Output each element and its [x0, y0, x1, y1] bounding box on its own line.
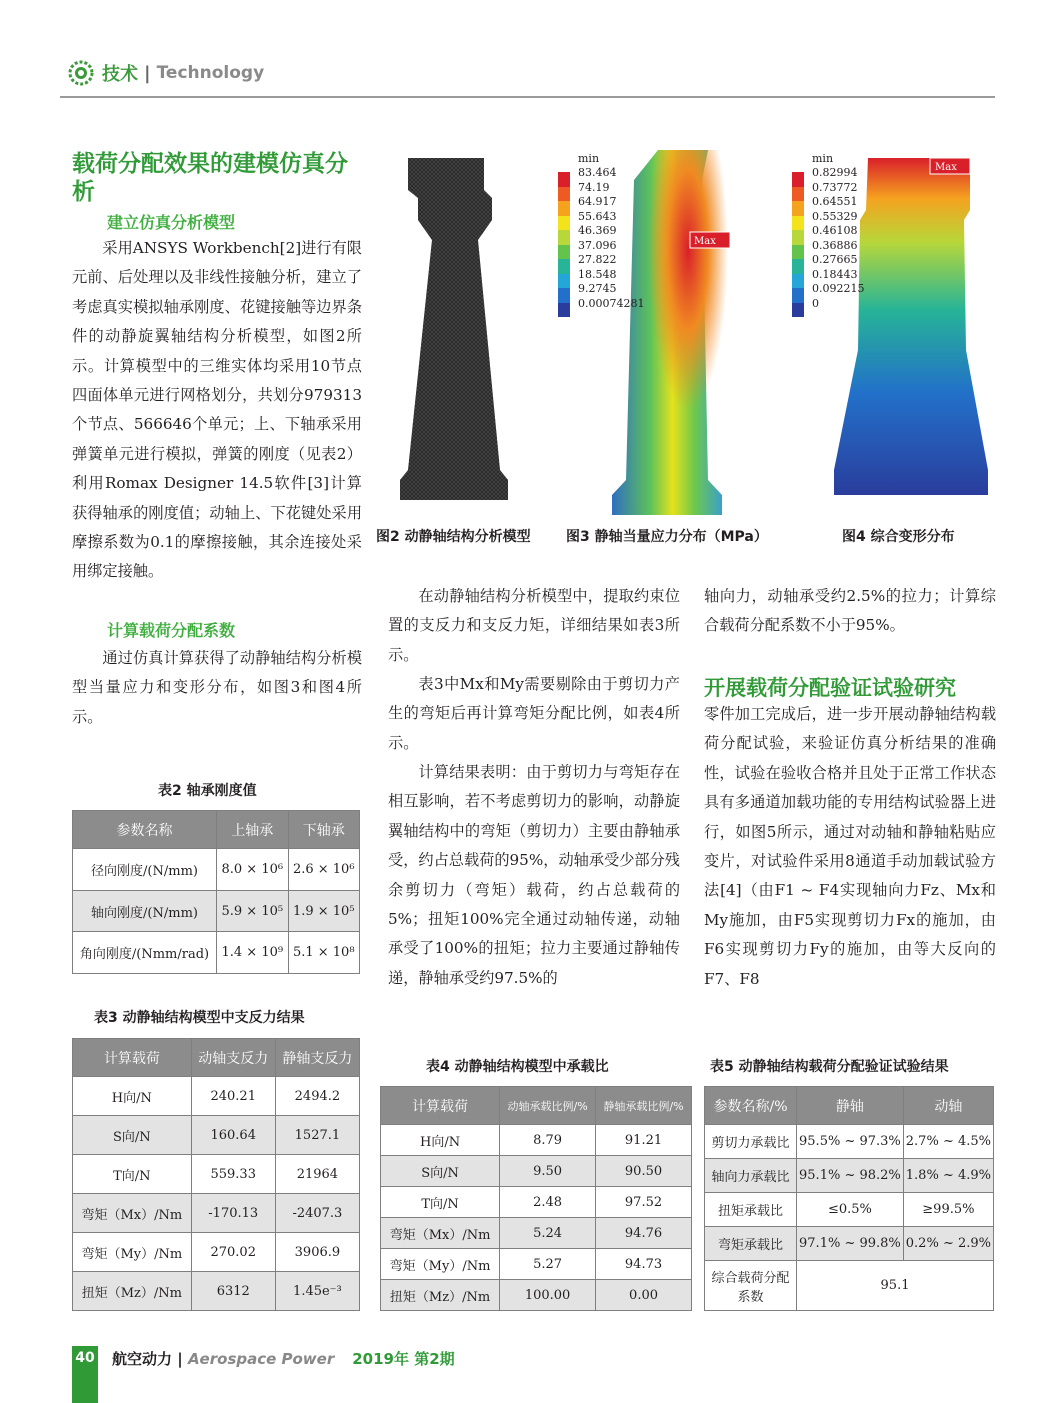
table-cell: 559.33: [191, 1155, 275, 1194]
table-cell: 94.73: [596, 1249, 692, 1280]
legend-value: 83.464: [578, 166, 617, 179]
legend-value: 0.46108: [812, 224, 858, 237]
table-cell: 径向刚度/(N/mm): [73, 849, 217, 891]
legend-swatch: [792, 172, 804, 187]
table-header: 参数名称/%: [705, 1087, 797, 1125]
legend-swatch: [792, 187, 804, 202]
table-cell: S向/N: [381, 1156, 500, 1187]
table-cell: 90.50: [596, 1156, 692, 1187]
legend-value: 27.822: [578, 253, 617, 266]
table-cell: H向/N: [381, 1125, 500, 1156]
table-cell: T向/N: [73, 1155, 192, 1194]
table-cell: 弯矩（Mx）/Nm: [381, 1218, 500, 1249]
fig2-mesh-model: [390, 150, 1000, 520]
header-rule: [60, 96, 995, 98]
table-cell: T向/N: [381, 1187, 500, 1218]
table5-caption: 表5 动静轴结构载荷分配验证试验结果: [710, 1059, 949, 1075]
table-cell: 5.9 × 10⁵: [217, 891, 288, 932]
table-cell: 弯矩（Mx）/Nm: [73, 1194, 192, 1233]
section-header: [68, 60, 264, 86]
table2-caption: 表2 轴承刚度值: [158, 783, 257, 799]
legend-value: 74.19: [578, 180, 610, 194]
table-cell: 94.76: [596, 1218, 692, 1249]
divider: |: [144, 62, 151, 84]
table-cell: 1.9 × 10⁵: [288, 891, 359, 932]
table-cell: 9.50: [500, 1156, 596, 1187]
legend-swatch: [792, 216, 804, 231]
table-header: 下轴承: [288, 811, 359, 849]
table-cell: 轴向刚度/(N/mm): [73, 891, 217, 932]
table-cell: 8.79: [500, 1125, 596, 1156]
legend-swatch: [558, 201, 570, 216]
table-cell: 0.00: [596, 1280, 692, 1311]
journal-issue: 2019年 第2期: [352, 1350, 455, 1368]
table-cell: 3906.9: [275, 1233, 359, 1272]
table-cell: 2.48: [500, 1187, 596, 1218]
table-cell: 扭矩承载比: [705, 1193, 797, 1227]
legend-swatch: [558, 274, 570, 289]
fig3-caption: 图3 静轴当量应力分布（MPa）: [566, 529, 768, 545]
paragraph-moment: 表3中Mx和My需要剔除由于剪切力产生的弯矩后再计算弯矩分配比例，如表4所示。: [388, 675, 680, 752]
table-cell: 弯矩承载比: [705, 1227, 797, 1261]
table-cell: 扭矩（Mz）/Nm: [381, 1280, 500, 1311]
legend-swatch: [558, 187, 570, 202]
table4: [380, 1086, 692, 1311]
table-header: 静轴: [797, 1087, 904, 1125]
legend-value: 55.643: [578, 209, 617, 223]
table-cell: 6312: [191, 1272, 275, 1311]
table-cell: S向/N: [73, 1116, 192, 1155]
legend-value: 0: [812, 296, 819, 310]
table-cell: 0.2% ~ 2.9%: [903, 1227, 993, 1261]
table-cell: 角向刚度/(Nmm/rad): [73, 932, 217, 974]
table-cell: 91.21: [596, 1125, 692, 1156]
legend-swatch: [792, 288, 804, 303]
table-cell: -2407.3: [275, 1194, 359, 1233]
legend-value: 0.00074281: [578, 296, 645, 310]
figure-area: [390, 150, 1000, 520]
table3-caption: 表3 动静轴结构模型中支反力结果: [94, 1010, 305, 1026]
table-cell: ≥99.5%: [903, 1193, 993, 1227]
legend-swatch: [558, 245, 570, 260]
table3: [72, 1038, 360, 1311]
legend-swatch: [792, 245, 804, 260]
legend-value: 0.82994: [812, 166, 858, 179]
table-header: 参数名称: [73, 811, 217, 849]
paragraph-model: 采用ANSYS Workbench[2]进行有限元前、后处理以及非线性接触分析，建立了考虑真实模拟轴承刚度、花键接触等边界条件的动静旋翼轴结构分析模型，如图2所示。计算模型中的三维实体均采用10节点四面体单元进行网格划分，共划分979313个节点、566646个单元；上、下轴承采用弹簧单元进行模拟，弹簧的刚度（见表2）利用Romax Designer 14.5软件[3]计算获得轴承的刚度值；动轴上、下花键处采用摩擦系数为0.1的摩擦接触，其余连接处采用绑定接触。: [72, 239, 362, 581]
legend-value: 0.36886: [812, 238, 858, 252]
table-cell: 240.21: [191, 1077, 275, 1116]
table-header: 动轴承载比例/%: [500, 1087, 596, 1125]
table-cell: 5.1 × 10⁸: [288, 932, 359, 974]
legend-value: 0.55329: [812, 209, 858, 223]
table-cell: 1.45e⁻³: [275, 1272, 359, 1311]
table-cell: 2.6 × 10⁶: [288, 849, 359, 891]
journal-name-cn: 航空动力: [112, 1350, 173, 1368]
legend-swatch: [792, 259, 804, 274]
section-title: 载荷分配效果的建模仿真分析: [72, 151, 348, 205]
legend-swatch: [792, 274, 804, 289]
legend-swatch: [558, 216, 570, 231]
table-cell: 95.1% ~ 98.2%: [797, 1159, 904, 1193]
table-cell: 270.02: [191, 1233, 275, 1272]
legend-swatch: [792, 201, 804, 216]
table-header: 计算载荷: [73, 1039, 192, 1077]
table-cell: 轴向力承载比: [705, 1159, 797, 1193]
subheading-coef: 计算载荷分配系数: [107, 621, 236, 640]
table-cell: 160.64: [191, 1116, 275, 1155]
legend-value: 18.548: [578, 267, 617, 281]
paragraph-coef: 通过仿真计算获得了动静轴结构分析模型当量应力和变形分布，如图3和图4所示。: [72, 649, 362, 726]
table2: [72, 810, 360, 974]
legend-swatch: [558, 303, 570, 318]
table-cell: 100.00: [500, 1280, 596, 1311]
table-cell: 1527.1: [275, 1116, 359, 1155]
table-cell: 弯矩（My）/Nm: [73, 1233, 192, 1272]
table-header: 上轴承: [217, 811, 288, 849]
section-name-en: Technology: [156, 63, 265, 83]
legend-swatches: [558, 172, 570, 317]
legend-swatch: [792, 303, 804, 318]
table-cell: 97.1% ~ 99.8%: [797, 1227, 904, 1261]
table-cell: 剪切力承载比: [705, 1125, 797, 1159]
table-cell: 95.5% ~ 97.3%: [797, 1125, 904, 1159]
fig4-legend-values: [812, 166, 865, 311]
table5: [704, 1086, 994, 1311]
fig2-caption: 图2 动静轴结构分析模型: [376, 529, 531, 545]
paragraph-results: 计算结果表明：由于剪切力与弯矩存在相互影响，若不考虑剪切力的影响，动静旋翼轴结构中的弯矩（剪切力）主要由静轴承受，约占总载荷的95%，动轴承受少部分残余剪切力（弯矩）载荷，约占总载荷的5%；扭矩100%完全通过动轴传递，动轴承受了100%的扭矩；拉力主要通过静轴传递，静轴承受约97.5%的: [388, 763, 680, 987]
table-cell: 2.7% ~ 4.5%: [903, 1125, 993, 1159]
table4-caption: 表4 动静轴结构模型中承载比: [426, 1059, 609, 1075]
journal-footer: 航空动力 | Aerospace Power 2019年 第2期: [112, 1350, 455, 1368]
table-header: 静轴承载比例/%: [596, 1087, 692, 1125]
legend-swatch: [558, 288, 570, 303]
table-cell: 5.27: [500, 1249, 596, 1280]
legend-swatch: [792, 230, 804, 245]
legend-swatch: [558, 230, 570, 245]
legend-swatch: [558, 259, 570, 274]
fig4-max-tag: Max: [935, 162, 957, 173]
table-cell: 95.1: [797, 1261, 994, 1311]
journal-name-en: Aerospace Power: [187, 1350, 335, 1368]
table-cell: 综合载荷分配系数: [705, 1261, 797, 1311]
legend-swatches: [792, 172, 804, 317]
legend-swatch: [558, 172, 570, 187]
table-cell: 21964: [275, 1155, 359, 1194]
fig4-caption: 图4 综合变形分布: [842, 529, 955, 545]
gear-logo-icon: [68, 60, 94, 86]
table-cell: 8.0 × 10⁶: [217, 849, 288, 891]
table-cell: 扭矩（Mz）/Nm: [73, 1272, 192, 1311]
table-header: 动轴支反力: [191, 1039, 275, 1077]
table-cell: ≤0.5%: [797, 1193, 904, 1227]
fig4-legend-min: min: [812, 152, 834, 165]
paragraph-reaction: 在动静轴结构分析模型中，提取约束位置的支反力和支反力矩，详细结果如表3所示。: [388, 587, 680, 664]
table-cell: 97.52: [596, 1187, 692, 1218]
legend-value: 0.64551: [812, 195, 858, 208]
table-cell: 1.8% ~ 4.9%: [903, 1159, 993, 1193]
subheading-model: 建立仿真分析模型: [107, 213, 236, 232]
fig3-legend-min: min: [578, 152, 600, 165]
paragraph-axial: 轴向力，动轴承受约2.5%的拉力；计算综合载荷分配系数不小于95%。: [704, 587, 996, 635]
legend-value: 9.2745: [578, 282, 617, 295]
legend-value: 64.917: [578, 195, 617, 208]
legend-value: 0.73772: [812, 180, 858, 194]
legend-value: 46.369: [578, 224, 617, 237]
table-cell: 弯矩（My）/Nm: [381, 1249, 500, 1280]
legend-value: 37.096: [578, 238, 617, 252]
table-header: 静轴支反力: [275, 1039, 359, 1077]
table-header: 计算载荷: [381, 1087, 500, 1125]
paragraph-test: 零件加工完成后，进一步开展动静轴结构载荷分配试验，来验证仿真分析结果的准确性，试验在验收合格并且处于正常工作状态具有多通道加载功能的专用结构试验器上进行，如图5所示，通过对动轴和静轴粘贴应变片，对试验件采用8通道手动加载试验方法[4]（由F1 ~ F4实现轴向力Fz、Mx和My施加，由F5实现剪切力Fx的施加，由F6实现剪切力Fy的施加，由等大反向的F7、F8: [704, 705, 996, 988]
table-cell: H向/N: [73, 1077, 192, 1116]
fig3-legend-values: [578, 166, 644, 311]
table-cell: 1.4 × 10⁹: [217, 932, 288, 974]
section-title-test: 开展载荷分配验证试验研究: [704, 676, 956, 700]
fig3-color-legend: [558, 172, 570, 317]
fig4-color-legend: [792, 172, 804, 317]
fig3-max-tag: Max: [694, 236, 716, 247]
page-number: 40: [75, 1350, 95, 1366]
table-cell: -170.13: [191, 1194, 275, 1233]
legend-value: 0.18443: [812, 267, 858, 281]
table-cell: 5.24: [500, 1218, 596, 1249]
table-cell: 2494.2: [275, 1077, 359, 1116]
legend-value: 0.092215: [812, 282, 865, 295]
section-name-cn: 技术: [102, 64, 138, 85]
legend-value: 0.27665: [812, 253, 858, 266]
table-header: 动轴: [903, 1087, 993, 1125]
